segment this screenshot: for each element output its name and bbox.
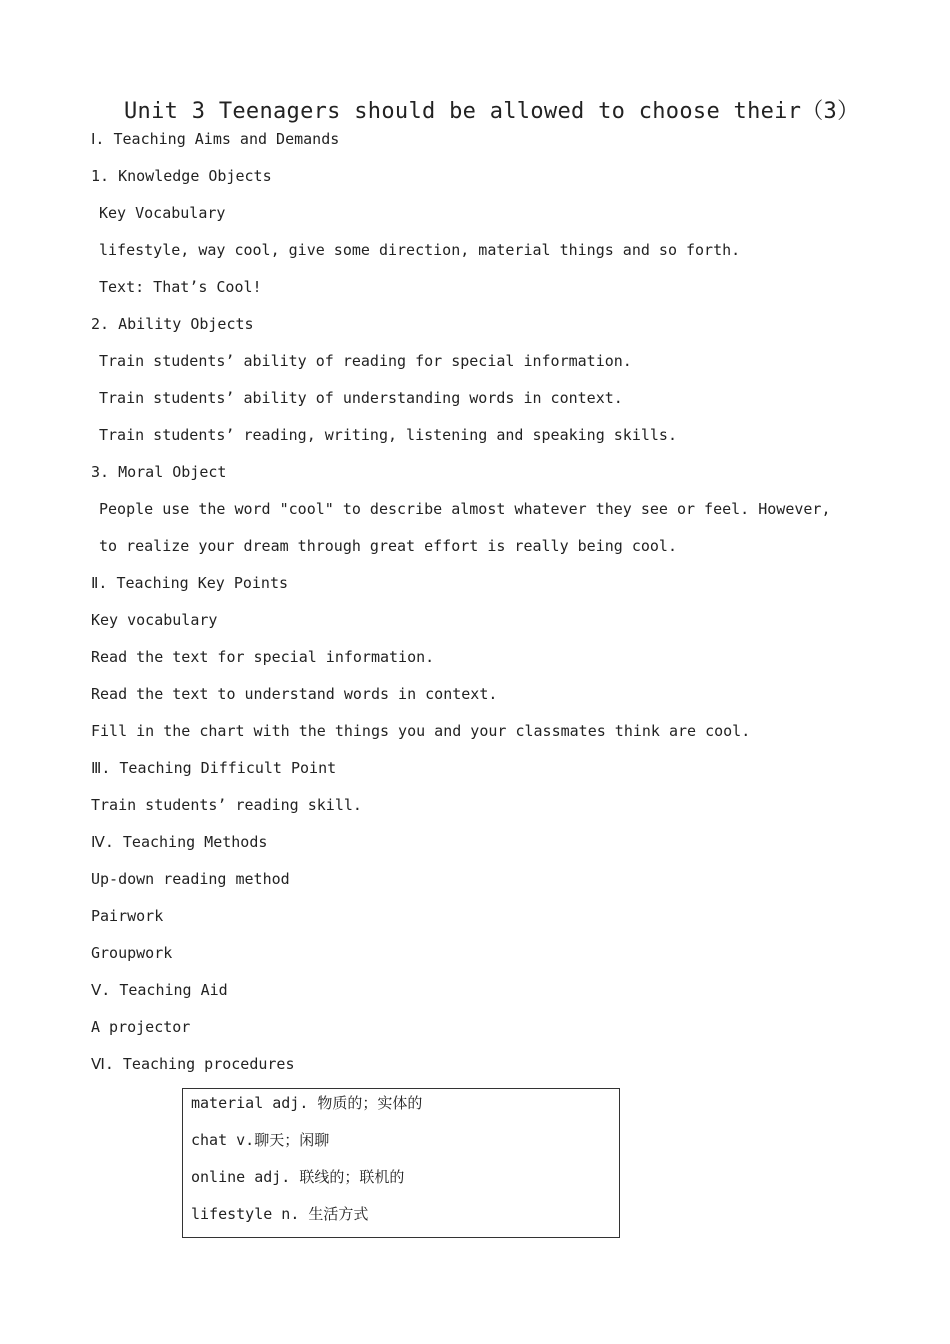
- text-label: Text: That’s Cool!: [99, 278, 262, 296]
- ability-objects-heading: 2. Ability Objects: [91, 315, 254, 333]
- knowledge-objects-heading: 1. Knowledge Objects: [91, 167, 272, 185]
- key-vocabulary-label: Key Vocabulary: [99, 204, 226, 222]
- section-4-heading: Ⅳ. Teaching Methods: [91, 833, 268, 851]
- vocabulary-entry: online adj. 联线的；联机的: [191, 1168, 405, 1186]
- key-point-item: Fill in the chart with the things you and your classmates think are cool.: [91, 722, 751, 740]
- method-item: Pairwork: [91, 907, 164, 925]
- vocabulary-entry: lifestyle n. 生活方式: [191, 1205, 369, 1223]
- key-point-item: Read the text to understand words in context.: [91, 685, 498, 703]
- key-vocabulary-list: lifestyle, way cool, give some direction, material things and so forth.: [99, 241, 741, 259]
- ability-item: Train students’ reading, writing, listening and speaking skills.: [99, 426, 677, 444]
- method-item: Up-down reading method: [91, 870, 290, 888]
- key-point-item: Read the text for special information.: [91, 648, 435, 666]
- moral-object-heading: 3. Moral Object: [91, 463, 227, 481]
- section-6-heading: Ⅵ. Teaching procedures: [91, 1055, 295, 1073]
- page-title: Unit 3 Teenagers should be allowed to choose their（3）: [124, 99, 860, 124]
- ability-item: Train students’ ability of reading for special information.: [99, 352, 632, 370]
- section-3-heading: Ⅲ. Teaching Difficult Point: [91, 759, 337, 777]
- difficult-point-item: Train students’ reading skill.: [91, 796, 362, 814]
- vocabulary-entry: material adj. 物质的；实体的: [191, 1094, 423, 1112]
- moral-object-text: to realize your dream through great effort is really being cool.: [99, 537, 677, 555]
- vocabulary-box: [182, 1088, 620, 1238]
- moral-object-text: People use the word "cool" to describe almost whatever they see or feel. However,: [99, 500, 831, 518]
- vocabulary-entry: chat v.聊天；闲聊: [191, 1131, 330, 1149]
- section-5-heading: Ⅴ. Teaching Aid: [91, 981, 228, 999]
- section-2-heading: Ⅱ. Teaching Key Points: [91, 574, 289, 592]
- teaching-aid-item: A projector: [91, 1018, 191, 1036]
- key-point-item: Key vocabulary: [91, 611, 218, 629]
- ability-item: Train students’ ability of understanding words in context.: [99, 389, 623, 407]
- section-1-heading: Ⅰ. Teaching Aims and Demands: [91, 130, 340, 148]
- method-item: Groupwork: [91, 944, 173, 962]
